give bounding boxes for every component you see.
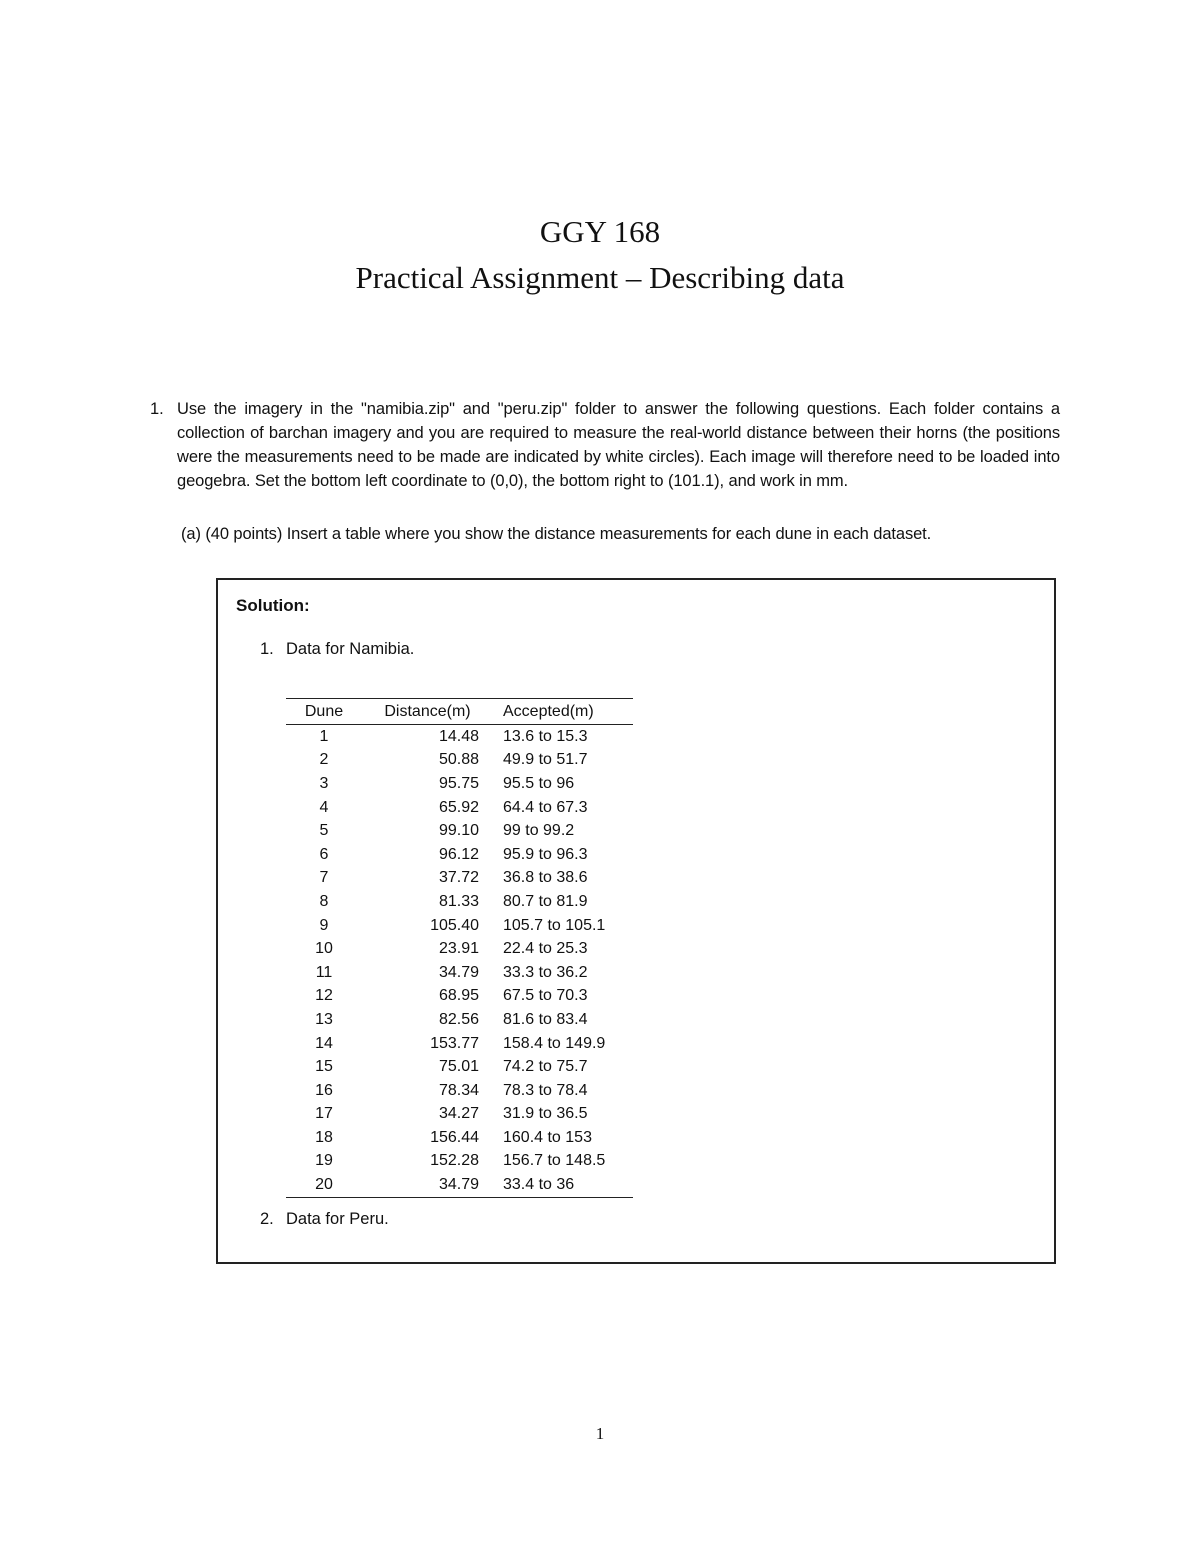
table-row (286, 1079, 633, 1103)
cell-dune: 7 (319, 869, 329, 887)
cell-dune: 4 (319, 798, 329, 816)
cell-distance: 99.10 (438, 822, 479, 840)
table-row (286, 1103, 633, 1127)
table-row (286, 725, 633, 749)
cell-dune: 2 (319, 751, 329, 769)
table-row (286, 843, 633, 867)
table-row (286, 1150, 633, 1174)
course-code: GGY 168 (539, 214, 661, 249)
cell-distance: 152.28 (430, 1152, 479, 1170)
cell-distance: 50.88 (438, 751, 479, 769)
cell-accepted: 31.9 to 36.5 (503, 1105, 588, 1123)
cell-distance: 34.79 (438, 1176, 479, 1194)
cell-dune: 6 (319, 845, 329, 863)
cell-accepted: 95.9 to 96.3 (503, 845, 588, 863)
cell-accepted: 67.5 to 70.3 (503, 987, 588, 1005)
cell-dune: 14 (315, 1034, 333, 1052)
header-distance: Distance(m) (384, 702, 471, 720)
cell-distance: 37.72 (438, 869, 479, 887)
solution-heading: Solution: (236, 596, 310, 615)
table-row (286, 937, 633, 961)
cell-distance: 75.01 (438, 1058, 479, 1076)
cell-dune: 5 (319, 822, 329, 840)
cell-distance: 95.75 (438, 774, 479, 792)
subquestion-label: (a) (181, 525, 201, 543)
cell-accepted: 74.2 to 75.7 (503, 1058, 588, 1076)
cell-accepted: 156.7 to 148.5 (503, 1152, 606, 1170)
document-title: Practical Assignment – Describing data (355, 260, 845, 295)
table-body (286, 725, 633, 1198)
cell-distance: 34.27 (438, 1105, 479, 1123)
cell-dune: 15 (315, 1058, 333, 1076)
cell-dune: 16 (315, 1081, 333, 1099)
cell-accepted: 33.3 to 36.2 (503, 963, 588, 981)
page-number: 1 (595, 1424, 605, 1443)
table-row (286, 1055, 633, 1079)
table-row (286, 961, 633, 985)
solution-item-peru (260, 1208, 389, 1230)
cell-dune: 17 (315, 1105, 333, 1123)
cell-accepted: 160.4 to 153 (503, 1128, 592, 1146)
cell-distance: 153.77 (430, 1034, 479, 1052)
question-text: Use the imagery in the "namibia.zip" and "peru.zip" folder to answer the following questions. Each folder contains a collection of barchan imagery and you are required to measure the real-world distance between their horns (the positions were the measurements need to be made are indicated by white circles). Each image will therefore need to be loaded into geogebra. Set the bottom left coordinate to (0,0), the bottom right to (101.1), and work in mm. (177, 400, 1060, 490)
cell-distance: 23.91 (438, 940, 479, 958)
table-row (286, 1173, 633, 1197)
cell-accepted: 13.6 to 15.3 (503, 727, 588, 745)
cell-dune: 20 (315, 1176, 333, 1194)
cell-dune: 11 (315, 963, 333, 981)
table-header-row (286, 699, 633, 725)
cell-dune: 1 (319, 727, 329, 745)
cell-accepted: 95.5 to 96 (503, 774, 575, 792)
item-text: Data for Namibia. (286, 640, 415, 658)
table-row (286, 1126, 633, 1150)
item-text: Data for Peru. (286, 1210, 389, 1228)
cell-dune: 18 (315, 1128, 333, 1146)
table-row (286, 772, 633, 796)
cell-distance: 78.34 (438, 1081, 479, 1099)
cell-distance: 81.33 (438, 892, 479, 910)
cell-dune: 19 (315, 1152, 333, 1170)
cell-distance: 34.79 (438, 963, 479, 981)
table-row (286, 985, 633, 1009)
cell-accepted: 158.4 to 149.9 (503, 1034, 606, 1052)
item-number: 1. (260, 640, 274, 658)
item-number: 2. (260, 1210, 274, 1228)
question-1 (150, 397, 1060, 493)
table-row (286, 1032, 633, 1056)
cell-accepted: 36.8 to 38.6 (503, 869, 588, 887)
table-row (286, 749, 633, 773)
cell-distance: 96.12 (438, 845, 479, 863)
cell-accepted: 80.7 to 81.9 (503, 892, 588, 910)
cell-distance: 105.40 (430, 916, 479, 934)
cell-dune: 8 (319, 892, 329, 910)
solution-item-namibia (260, 638, 414, 660)
cell-dune: 13 (315, 1010, 333, 1028)
cell-accepted: 99 to 99.2 (503, 822, 575, 840)
cell-distance: 14.48 (438, 727, 479, 745)
table-row (286, 1008, 633, 1032)
cell-dune: 10 (315, 940, 333, 958)
cell-distance: 82.56 (438, 1010, 479, 1028)
title-block (0, 212, 1200, 298)
cell-distance: 156.44 (430, 1128, 479, 1146)
cell-dune: 9 (319, 916, 329, 934)
cell-accepted: 64.4 to 67.3 (503, 798, 588, 816)
cell-dune: 12 (315, 987, 333, 1005)
cell-dune: 3 (319, 774, 329, 792)
table-row (286, 867, 633, 891)
table-row (286, 819, 633, 843)
table-row (286, 890, 633, 914)
cell-distance: 68.95 (438, 987, 479, 1005)
header-accepted: Accepted(m) (503, 702, 594, 720)
table-row (286, 796, 633, 820)
cell-distance: 65.92 (438, 798, 479, 816)
table-row (286, 914, 633, 938)
subquestion-a (181, 522, 1061, 546)
question-number: 1. (150, 400, 164, 418)
solution-box (216, 578, 1056, 1264)
cell-accepted: 49.9 to 51.7 (503, 751, 588, 769)
header-dune: Dune (304, 702, 344, 720)
cell-accepted: 78.3 to 78.4 (503, 1081, 588, 1099)
subquestion-text: (40 points) Insert a table where you show the distance measurements for each dune in each dataset. (205, 525, 932, 543)
cell-accepted: 81.6 to 83.4 (503, 1010, 588, 1028)
cell-accepted: 33.4 to 36 (503, 1176, 575, 1194)
cell-accepted: 105.7 to 105.1 (503, 916, 606, 934)
namibia-distance-table (286, 698, 633, 1198)
cell-accepted: 22.4 to 25.3 (503, 940, 588, 958)
